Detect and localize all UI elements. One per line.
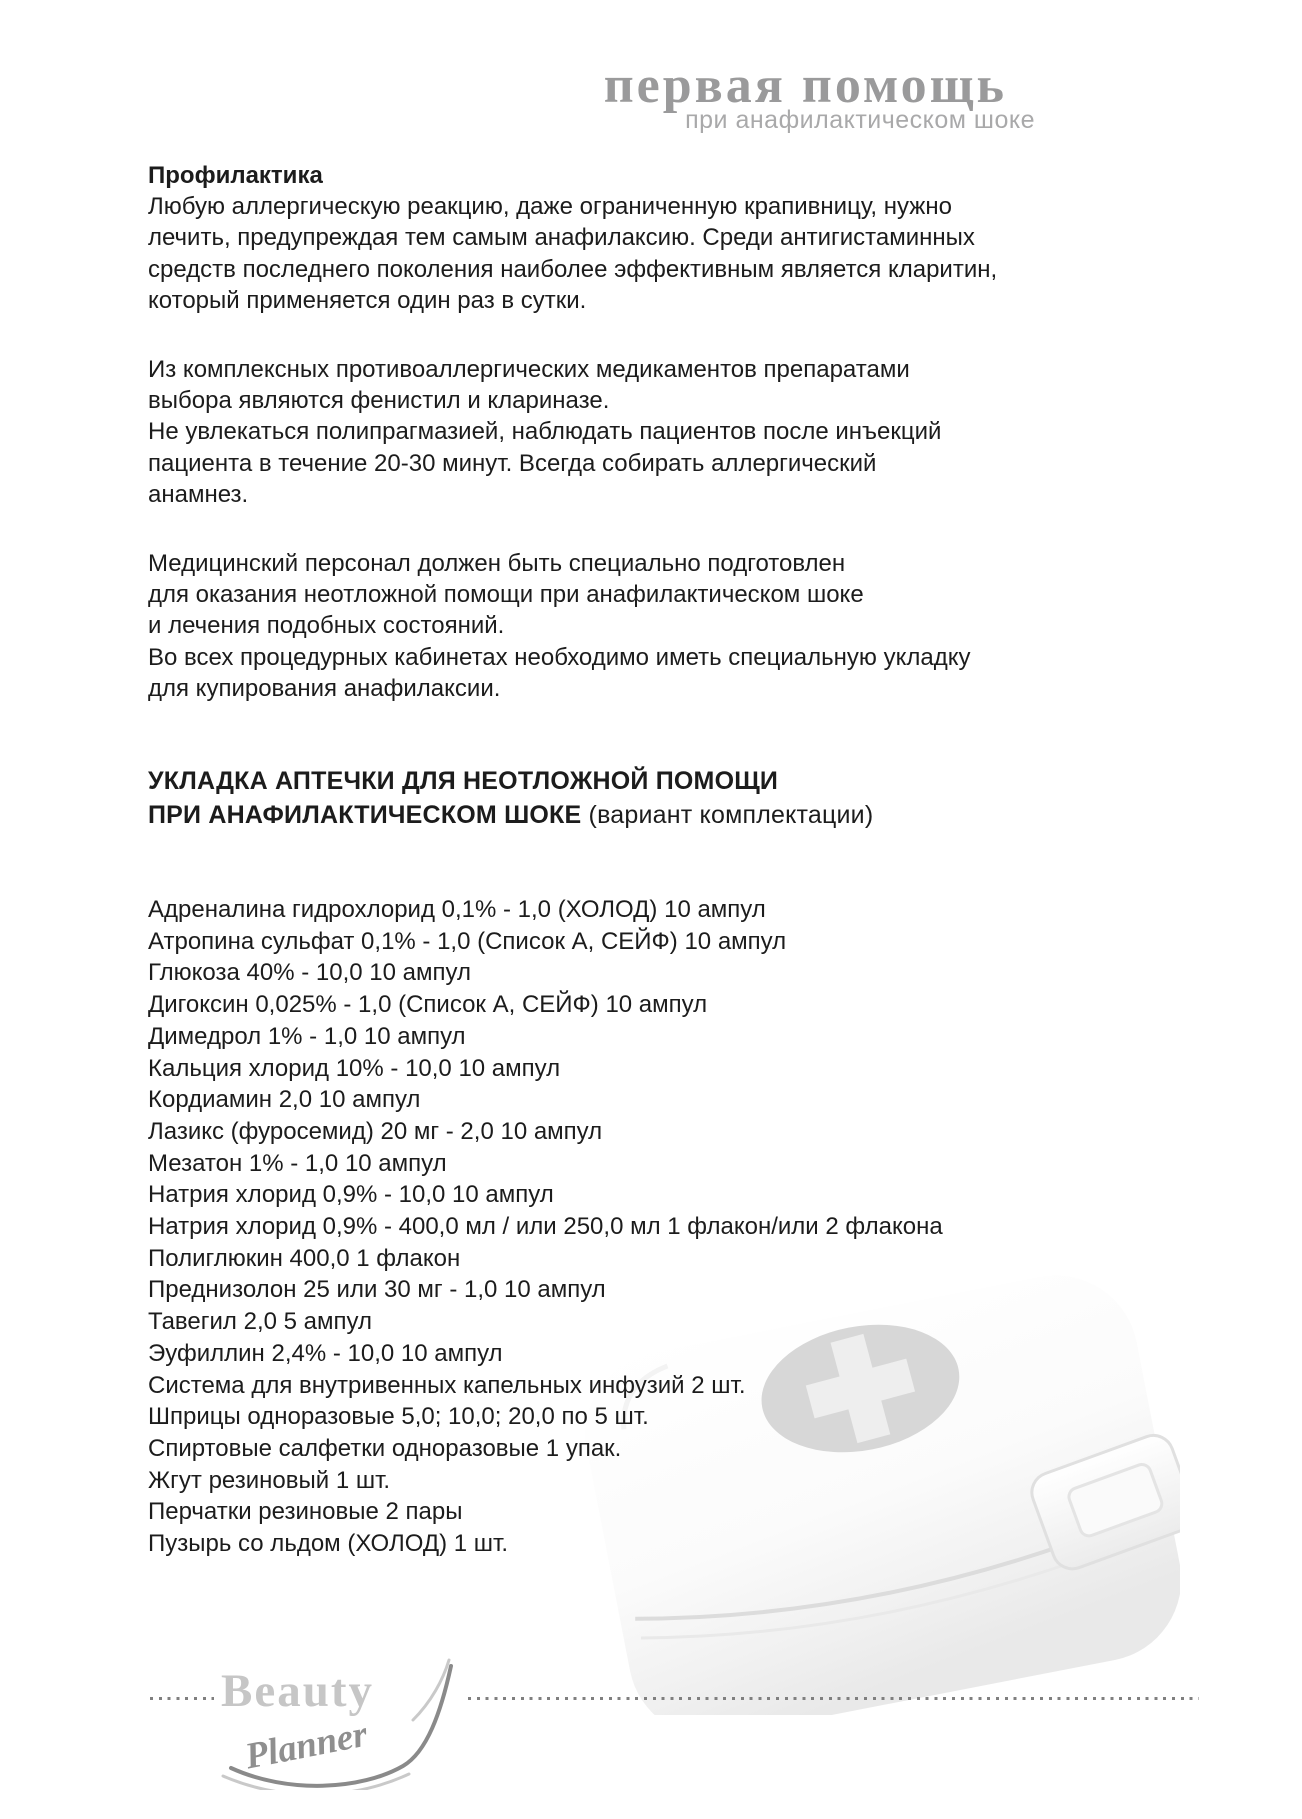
text-line: пациента в течение 20-30 минут. Всегда собирать аллергический: [148, 449, 877, 477]
kit-item: Преднизолон 25 или 30 мг - 1,0 10 ампул: [148, 1276, 606, 1304]
kit-item: Адреналина гидрохлорид 0,1% - 1,0 (ХОЛОД) 10 ампул: [148, 896, 766, 924]
kit-item: Система для внутривенных капельных инфузий 2 шт.: [148, 1371, 746, 1399]
kit-item: Полиглюкин 400,0 1 флакон: [148, 1244, 461, 1272]
page-header: [603, 57, 1035, 134]
kit-item: Натрия хлорид 0,9% - 10,0 10 ампул: [148, 1181, 554, 1209]
kit-heading-line1: УКЛАДКА АПТЕЧКИ ДЛЯ НЕОТЛОЖНОЙ ПОМОЩИ: [148, 767, 779, 796]
kit-item: Перчатки резиновые 2 пары: [148, 1498, 463, 1526]
text-line: анамнез.: [148, 480, 249, 508]
text-line: и лечения подобных состояний.: [148, 612, 505, 640]
text-line: средств последнего поколения наиболее эффективным является кларитин,: [148, 255, 998, 283]
kit-heading-line2-regular: (вариант комплектации): [581, 801, 874, 830]
kit-item: Спиртовые салфетки одноразовые 1 упак.: [148, 1435, 622, 1462]
prevention-heading: Профилактика: [148, 162, 323, 189]
kit-item: Димедрол 1% - 1,0 10 ампул: [148, 1022, 466, 1050]
text-line: Любую аллергическую реакцию, даже ограниченную крапивницу, нужно: [148, 193, 952, 221]
kit-heading-line2-bold: ПРИ АНАФИЛАКТИЧЕСКОМ ШОКЕ: [148, 801, 582, 830]
kit-item: Атропина сульфат 0,1% - 1,0 (Список А, СЕЙФ) 10 ампул: [148, 927, 787, 955]
kit-item: Дигоксин 0,025% - 1,0 (Список А, СЕЙФ) 10 ампул: [148, 991, 708, 1019]
prevention-paragraph-3: [148, 548, 1128, 704]
kit-item: Жгут резиновый 1 шт.: [148, 1466, 391, 1494]
page-title: первая помощь: [603, 57, 1007, 114]
page-subtitle: при анафилактическом шоке: [685, 106, 1035, 134]
beauty-planner-logo: [203, 1650, 473, 1790]
text-line: Из комплексных противоаллергических медикаментов препаратами: [148, 356, 910, 384]
kit-item: Кордиамин 2,0 10 ампул: [148, 1086, 421, 1114]
logo-beauty-text: Beauty: [221, 1665, 374, 1717]
kit-item: Пузырь со льдом (ХОЛОД) 1 шт.: [148, 1530, 509, 1558]
kit-item: Шприцы одноразовые 5,0; 10,0; 20,0 по 5 шт.: [148, 1403, 649, 1431]
prevention-paragraph-1: [148, 191, 1128, 316]
text-line: Не увлекаться полипрагмазией, наблюдать пациентов после инъекций: [148, 418, 942, 446]
text-line: который применяется один раз в сутки.: [148, 286, 587, 314]
text-line: для оказания неотложной помощи при анафилактическом шоке: [148, 581, 864, 609]
kit-item: Эуфиллин 2,4% - 10,0 10 ампул: [148, 1339, 503, 1367]
kit-items-list: [148, 894, 1128, 1560]
kit-section-heading: [148, 764, 1128, 832]
text-line: выбора являются фенистил и клариназе.: [148, 387, 610, 415]
kit-item: Натрия хлорид 0,9% - 400,0 мл / или 250,0 мл 1 флакон/или 2 флакона: [148, 1213, 943, 1241]
logo-planner-text: Planner: [241, 1713, 371, 1778]
text-line: лечить, предупреждая тем самым анафилаксию. Среди антигистаминных: [148, 224, 975, 252]
kit-item: Глюкоза 40% - 10,0 10 ампул: [148, 959, 471, 987]
text-line: для купирования анафилаксии.: [148, 674, 501, 702]
text-line: Во всех процедурных кабинетах необходимо иметь специальную укладку: [148, 643, 971, 671]
kit-heading-line2: [148, 798, 1128, 832]
text-line: Медицинский персонал должен быть специально подготовлен: [148, 550, 846, 578]
kit-item: Кальция хлорид 10% - 10,0 10 ампул: [148, 1054, 561, 1082]
kit-item: Лазикс (фуросемид) 20 мг - 2,0 10 ампул: [148, 1117, 603, 1145]
prevention-paragraph-2: [148, 354, 1128, 510]
document-body: [148, 160, 1128, 1560]
footer-dotted-line-right: [468, 1697, 1199, 1700]
kit-item: Тавегил 2,0 5 ампул: [148, 1308, 372, 1336]
kit-item: Мезатон 1% - 1,0 10 ампул: [148, 1149, 447, 1177]
